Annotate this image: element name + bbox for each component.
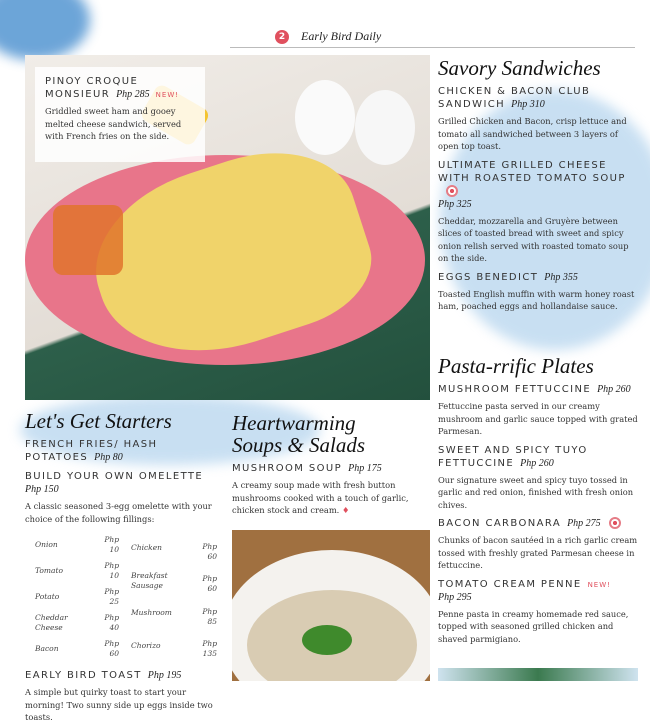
featured-price: Php 285	[116, 89, 150, 100]
item-name: EGGS BENEDICT	[438, 271, 539, 283]
filling-price: Php 60	[202, 574, 217, 593]
section-title: Heartwarming	[232, 411, 356, 435]
filling-name: Potato	[35, 592, 60, 601]
filling-row	[131, 566, 217, 597]
filling-price: Php 60	[202, 541, 217, 561]
item-desc: Chunks of bacon sautéed in a rich garlic cream tossed with freshly grated Parmesan cheese in fettuccine.	[438, 535, 638, 570]
filling-row	[35, 611, 119, 635]
filling-price: Php 40	[104, 613, 119, 632]
item-name: MUSHROOM FETTUCCINE	[438, 384, 592, 395]
signature-dish-icon	[446, 185, 458, 197]
item-desc: A simple but quirky toast to start your morning! Two sunny side up eggs inside two toasts.	[25, 687, 213, 722]
filling-name: Onion	[35, 540, 58, 549]
item-price: Php 295	[438, 591, 472, 603]
savory-sandwiches-section	[438, 57, 638, 313]
item-name: FRENCH FRIES/ HASH POTATOES	[25, 439, 158, 463]
filling-row	[131, 598, 217, 629]
filling-row	[35, 533, 119, 557]
page-header	[230, 26, 635, 48]
filling-name: Mushroom	[131, 608, 172, 618]
item-desc: Our signature sweet and spicy tuyo tossed in garlic and red onion, finished with fresh onion chives.	[438, 474, 634, 510]
filling-row	[35, 585, 119, 609]
featured-item-card	[35, 67, 205, 162]
filling-name: Bacon	[35, 644, 59, 653]
item-desc: A classic seasoned 3-egg omelette with your choice of the following fillings:	[25, 501, 212, 524]
soups-section	[232, 412, 432, 517]
page-title: Early Bird Daily	[301, 29, 382, 43]
featured-name: PINOY CROQUE MONSIEUR	[45, 76, 139, 100]
item-name: TOMATO CREAM PENNE	[438, 578, 582, 590]
item-name: EARLY BIRD TOAST	[25, 670, 142, 681]
filling-name: Cheddar Cheese	[35, 613, 68, 632]
item-name: BACON CARBONARA	[438, 518, 562, 529]
filling-price: Php 85	[202, 606, 217, 626]
section-title: Pasta-rrific Plates	[438, 354, 594, 378]
filling-name: Chicken	[131, 543, 162, 553]
filling-row	[35, 559, 119, 583]
section-title: Let's Get Starters	[25, 409, 172, 433]
item-price: Php 310	[511, 99, 545, 110]
signature-dish-icon	[609, 517, 621, 529]
starters-section	[25, 410, 225, 724]
item-desc: A creamy soup made with fresh button mushrooms cooked with a touch of garlic, chicken stock and cream.	[232, 480, 409, 515]
item-desc: Cheddar, mozzarella and Gruyère between slices of toasted bread with sweet and spicy onion relish served with roasted tomato soup on the side.	[438, 215, 629, 263]
page-number: 2	[275, 30, 289, 44]
item-name: MUSHROOM SOUP	[232, 463, 343, 474]
filling-row	[131, 631, 217, 662]
featured-desc: Griddled sweet ham and gooey melted cheese sandwich, served with French fries on the side.	[45, 106, 182, 141]
filling-row	[131, 533, 217, 564]
new-badge: NEW!	[155, 91, 180, 99]
filling-row	[35, 637, 119, 661]
filling-name: Tomato	[35, 566, 64, 575]
item-price: Php 325	[438, 198, 472, 210]
egg-image	[295, 80, 355, 155]
item-name: SWEET AND SPICY TUYO FETTUCCINE	[438, 444, 588, 469]
item-price: Php 175	[348, 463, 382, 474]
mushroom-soup-photo	[232, 530, 430, 681]
item-desc: Fettuccine pasta served in our creamy mushroom and garlic sauce topped with grated Parmesan.	[438, 401, 638, 436]
filling-price: Php 135	[202, 639, 217, 658]
filling-price: Php 10	[104, 561, 119, 580]
parsley-image	[302, 625, 352, 655]
item-price: Php 80	[94, 452, 123, 463]
chef-recommend-icon: ♦	[341, 505, 350, 515]
item-desc: Penne pasta in creamy homemade red sauce, topped with seasoned grilled chicken and shaved parmigiano.	[438, 608, 629, 644]
filling-name: Chorizo	[131, 640, 161, 650]
filling-name: Breakfast Sausage	[131, 570, 168, 590]
filling-price: Php 60	[104, 639, 119, 658]
fillings-left	[33, 531, 121, 663]
new-badge: NEW!	[587, 580, 611, 589]
bottom-photo	[438, 668, 638, 681]
filling-price: Php 25	[104, 587, 119, 606]
item-price: Php 260	[520, 457, 554, 469]
fillings-list	[33, 531, 225, 663]
filling-price: Php 10	[104, 535, 119, 554]
item-price: Php 260	[597, 384, 631, 395]
item-name: ULTIMATE GRILLED CHEESE WITH ROASTED TOMATO SOUP	[438, 159, 626, 184]
item-desc: Toasted English muffin with warm honey roast ham, poached eggs and hollandaise sauce.	[438, 288, 635, 311]
item-name: CHICKEN & BACON CLUB SANDWICH	[438, 86, 591, 110]
item-desc: Grilled Chicken and Bacon, crisp lettuce and tomato all sandwiched between 3 layers of open top toast.	[438, 116, 627, 151]
fillings-right	[129, 531, 219, 663]
watercolor-leaf-decoration	[0, 0, 90, 60]
item-price: Php 275	[567, 518, 601, 529]
item-price: Php 355	[544, 271, 578, 283]
item-name: BUILD YOUR OWN OMELETTE	[25, 471, 204, 482]
section-title: Soups & Salads	[232, 433, 366, 457]
egg-image	[355, 90, 415, 165]
item-price: Php 195	[147, 670, 182, 681]
section-title: Savory Sandwiches	[438, 56, 601, 80]
pasta-section	[438, 355, 638, 645]
croque-monsieur-photo	[25, 55, 430, 400]
sauce-cup-image	[53, 205, 123, 275]
item-price: Php 150	[25, 484, 59, 495]
